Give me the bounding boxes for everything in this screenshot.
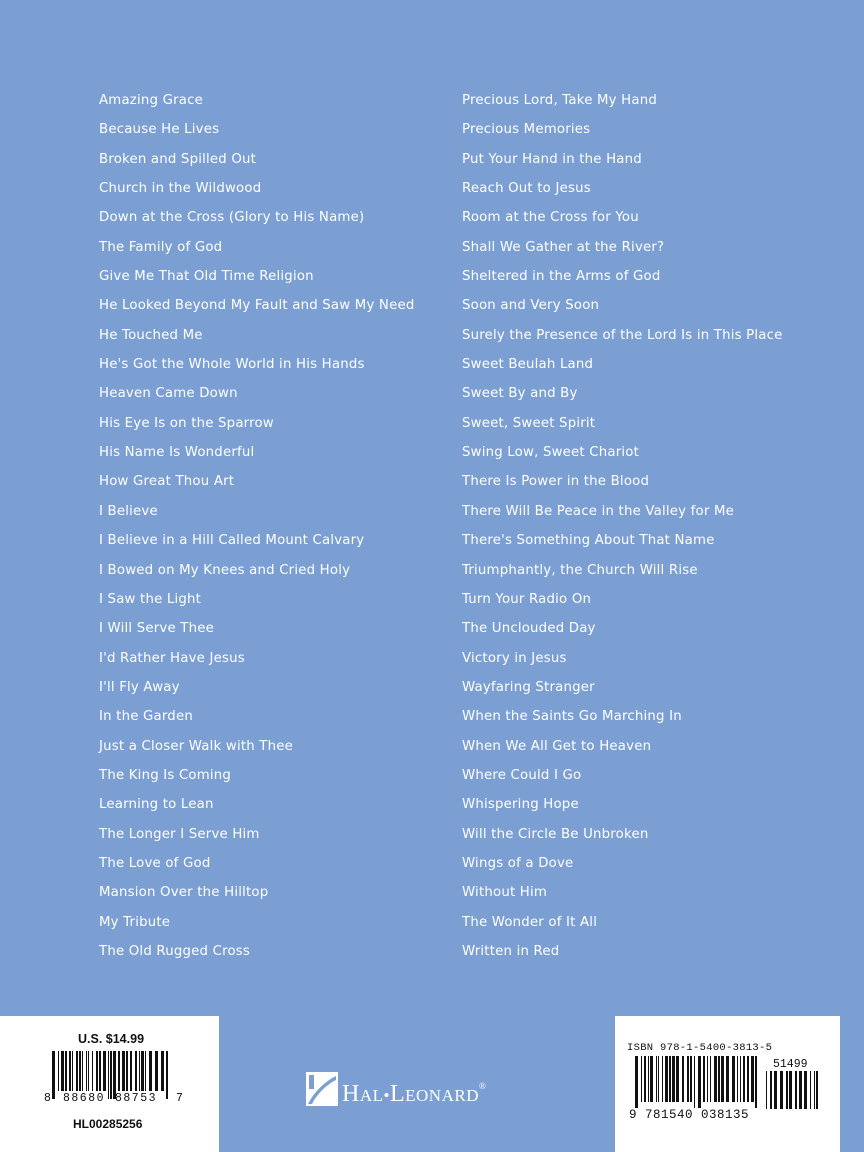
song-title: Reach Out to Jesus <box>462 181 591 197</box>
song-title: Swing Low, Sweet Chariot <box>462 445 640 461</box>
song-title: I'll Fly Away <box>99 679 180 695</box>
song-title: Give Me That Old Time Religion <box>99 269 314 285</box>
barcode-bar <box>682 1056 684 1102</box>
song-title: I Bowed on My Knees and Cried Holy <box>99 562 351 578</box>
song-title: Church in the Wildwood <box>99 181 262 197</box>
barcode-bar <box>780 1071 783 1109</box>
barcode-bar <box>99 1051 101 1091</box>
song-title: My Tribute <box>99 914 171 930</box>
song-title: Learning to Lean <box>99 797 214 813</box>
song-title: His Name Is Wonderful <box>99 445 255 461</box>
song-title: Written in Red <box>462 943 560 959</box>
barcode-bar <box>669 1056 671 1102</box>
barcode-bar <box>698 1056 701 1108</box>
song-title: Triumphantly, the Church Will Rise <box>462 562 698 578</box>
song-title: Turn Your Radio On <box>462 591 592 607</box>
song-title: There Is Power in the Blood <box>462 474 650 490</box>
barcode-bar <box>650 1056 653 1102</box>
song-title: When We All Get to Heaven <box>462 738 652 754</box>
song-title: Where Could I Go <box>462 767 582 783</box>
song-title: The Family of God <box>99 239 223 255</box>
barcode-bar <box>76 1051 78 1091</box>
barcode-bar <box>804 1071 807 1109</box>
barcode-bar <box>799 1071 802 1109</box>
upc-right-digits: 88753 <box>115 1092 158 1105</box>
barcode-bar <box>149 1051 152 1091</box>
barcode-bar <box>710 1056 711 1102</box>
barcode-bar <box>88 1051 89 1091</box>
barcode-bar <box>770 1071 772 1109</box>
barcode-bar <box>145 1051 146 1091</box>
song-title: Sweet Beulah Land <box>462 357 594 373</box>
barcode-bar <box>108 1051 109 1099</box>
barcode-bar <box>810 1071 811 1109</box>
song-title: The Longer I Serve Him <box>99 826 260 842</box>
barcode-bar <box>714 1056 717 1102</box>
barcode-bar <box>726 1056 729 1102</box>
barcode-bar <box>65 1051 67 1091</box>
price-barcode-box <box>0 1016 219 1152</box>
barcode-bar <box>166 1051 168 1099</box>
song-title: Mansion Over the Hilltop <box>99 885 269 901</box>
song-title: I'd Rather Have Jesus <box>99 650 245 666</box>
song-title: He's Got the Whole World in His Hands <box>99 357 365 373</box>
barcode-bar <box>687 1056 689 1102</box>
song-title: Sweet By and By <box>462 386 578 402</box>
hal-leonard-mark-icon <box>306 1072 338 1106</box>
song-title: Will the Circle Be Unbroken <box>462 826 649 842</box>
song-title: Wayfaring Stranger <box>462 679 595 695</box>
barcode-bar <box>635 1056 638 1108</box>
song-title: The Wonder of It All <box>462 914 598 930</box>
song-title: I Saw the Light <box>99 591 202 607</box>
barcode-bar <box>737 1056 738 1102</box>
barcode-bar <box>92 1051 93 1091</box>
song-title: Just a Closer Walk with Thee <box>99 738 294 754</box>
song-title: Because He Lives <box>99 122 220 138</box>
isbn-barcode-box <box>615 1016 840 1152</box>
barcode-bar <box>662 1056 663 1102</box>
barcode-bar <box>161 1051 164 1091</box>
barcode-bar <box>656 1056 657 1102</box>
song-title: The Unclouded Day <box>462 621 596 637</box>
song-title: The Old Rugged Cross <box>99 943 251 959</box>
song-title: Heaven Came Down <box>99 386 238 402</box>
barcode-bar <box>118 1051 120 1091</box>
barcode-bar <box>694 1056 695 1108</box>
barcode-bar <box>103 1051 106 1091</box>
song-title: He Looked Beyond My Fault and Saw My Need <box>99 298 415 314</box>
song-title: The King Is Coming <box>99 767 232 783</box>
barcode-bar <box>707 1056 708 1102</box>
ean5-addon-barcode <box>766 1071 822 1109</box>
song-title: Whispering Hope <box>462 797 579 813</box>
song-title: Amazing Grace <box>99 93 203 108</box>
barcode-bar <box>141 1051 144 1091</box>
barcode-bar <box>82 1051 83 1091</box>
song-title: I Believe <box>99 503 158 519</box>
song-title: Surely the Presence of the Lord Is in This Place <box>462 327 783 343</box>
barcode-bar <box>641 1056 642 1102</box>
song-title: He Touched Me <box>99 327 203 343</box>
song-title: Wings of a Dove <box>462 855 574 871</box>
barcode-bar <box>690 1056 692 1102</box>
song-title: I Will Serve Thee <box>99 621 214 637</box>
song-title: Precious Memories <box>462 122 591 138</box>
song-title: When the Saints Go Marching In <box>462 709 682 725</box>
barcode-bar <box>747 1056 749 1102</box>
barcode-bar <box>139 1051 140 1091</box>
barcode-bar <box>86 1051 87 1091</box>
barcode-bar <box>72 1051 73 1091</box>
barcode-bar <box>61 1051 64 1091</box>
barcode-bar <box>786 1071 788 1109</box>
hal-leonard-wordmark: HAL•LEONARD® <box>342 1081 487 1107</box>
song-title: Precious Lord, Take My Hand <box>462 93 657 108</box>
product-code: HL00285256 <box>73 1117 143 1131</box>
song-title: Room at the Cross for You <box>462 210 639 226</box>
song-title: There's Something About That Name <box>462 533 715 549</box>
song-title: The Love of God <box>99 855 211 871</box>
barcode-bar <box>130 1051 132 1091</box>
barcode-bar <box>740 1056 741 1102</box>
song-list-right <box>462 86 842 966</box>
isbn-barcode <box>635 1056 761 1108</box>
barcode-bar <box>766 1071 767 1109</box>
song-title: Shall We Gather at the River? <box>462 239 665 255</box>
barcode-bar <box>52 1051 55 1099</box>
barcode-bar <box>672 1056 675 1102</box>
barcode-bar <box>814 1071 815 1109</box>
ean5-digits: 51499 <box>773 1058 808 1071</box>
barcode-bar <box>155 1051 158 1091</box>
song-title: Broken and Spilled Out <box>99 151 257 167</box>
song-title: Victory in Jesus <box>462 650 567 666</box>
barcode-bar <box>743 1056 745 1102</box>
song-title: Sweet, Sweet Spirit <box>462 415 596 431</box>
isbn-label: ISBN 978-1-5400-3813-5 <box>627 1042 773 1054</box>
barcode-bar <box>122 1051 125 1091</box>
price-label: U.S. $14.99 <box>78 1032 145 1046</box>
barcode-bar <box>755 1056 757 1108</box>
barcode-bar <box>96 1051 98 1091</box>
song-list-left <box>99 86 449 966</box>
barcode-bar <box>732 1056 735 1102</box>
barcode-bar <box>665 1056 668 1102</box>
song-title: Put Your Hand in the Hand <box>462 151 642 167</box>
barcode-bar <box>774 1071 777 1109</box>
song-title: His Eye Is on the Sparrow <box>99 415 274 431</box>
barcode-bar <box>58 1051 59 1091</box>
barcode-bar <box>110 1051 112 1099</box>
barcode-bar <box>789 1071 792 1109</box>
barcode-bar <box>718 1056 720 1102</box>
upc-lead-digit: 8 <box>44 1092 51 1105</box>
song-title: Without Him <box>462 885 548 901</box>
barcode-bar <box>126 1051 128 1091</box>
song-title: Sheltered in the Arms of God <box>462 269 661 285</box>
barcode-bar <box>658 1056 659 1102</box>
barcode-bar <box>135 1051 137 1091</box>
barcode-bar <box>676 1056 679 1102</box>
barcode-bar <box>79 1051 81 1091</box>
song-title: I Believe in a Hill Called Mount Calvary <box>99 533 365 549</box>
song-title: Soon and Very Soon <box>462 298 600 314</box>
barcode-bar <box>751 1056 754 1102</box>
barcode-bar <box>648 1056 649 1102</box>
barcode-bar <box>644 1056 646 1102</box>
song-title: Down at the Cross (Glory to His Name) <box>99 210 365 226</box>
barcode-bar <box>703 1056 705 1102</box>
upc-left-digits: 88680 <box>63 1092 106 1105</box>
song-title: In the Garden <box>99 709 193 725</box>
barcode-bar <box>795 1071 797 1109</box>
barcode-bar <box>816 1071 818 1109</box>
isbn-ean-number: 9 781540 038135 <box>629 1108 750 1122</box>
barcode-bar <box>69 1051 71 1091</box>
song-title: There Will Be Peace in the Valley for Me <box>462 503 735 519</box>
song-title: How Great Thou Art <box>99 474 235 490</box>
barcode-bar <box>721 1056 724 1102</box>
upc-check-digit: 7 <box>176 1092 183 1105</box>
